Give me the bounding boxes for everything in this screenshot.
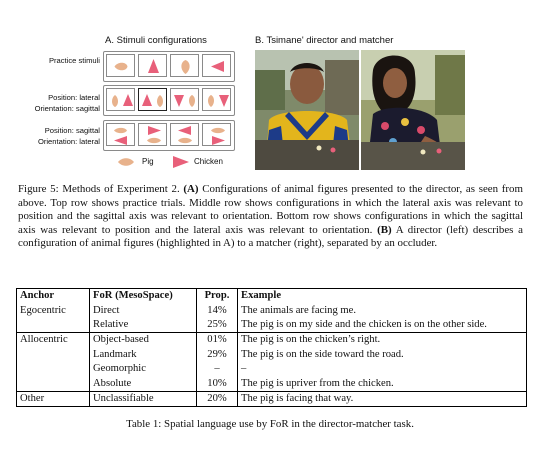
- row-label-lateral-orientation: Orientation: lateral: [37, 137, 100, 146]
- stimulus-cell-highlighted: [138, 88, 167, 111]
- pig-legend-label: Pig: [142, 157, 154, 166]
- table-row: [17, 348, 527, 362]
- matcher-photo: [361, 50, 465, 170]
- chicken-shape: [211, 61, 224, 72]
- cell-example: The pig is upriver from the chicken.: [241, 377, 394, 389]
- row-label-sagittal-position: Position: sagittal: [44, 126, 100, 135]
- cell-prop: 25%: [197, 318, 238, 333]
- panel-b-title: B. Tsimane' director and matcher: [255, 35, 394, 46]
- row-label-lateral-position: Position: lateral: [48, 93, 100, 102]
- spatial-language-table: [16, 288, 527, 407]
- pig-shape: [147, 138, 161, 143]
- cell-anchor: [17, 362, 90, 376]
- column-header-anchor: Anchor: [17, 289, 90, 304]
- chicken-legend-label: Chicken: [194, 157, 223, 166]
- cell-example: The animals are facing me.: [241, 304, 357, 316]
- stimulus-cell: [138, 123, 167, 146]
- figurine: [421, 150, 426, 155]
- cell-prop: 29%: [197, 348, 238, 362]
- stimulus-cell: [170, 54, 199, 77]
- column-header-for: FoR (MesoSpace): [90, 289, 197, 304]
- table-row: [17, 318, 527, 333]
- cell-for: Absolute: [90, 376, 197, 391]
- table-row: [17, 376, 527, 391]
- cell-anchor: Allocentric: [17, 333, 90, 348]
- stimulus-cell: [106, 54, 135, 77]
- chicken-legend-icon: [171, 155, 191, 169]
- cell-example: The pig is on the chicken’s right.: [238, 333, 527, 348]
- pig-shape: [208, 95, 214, 107]
- chicken-shape: [123, 94, 133, 106]
- pig-shape: [178, 138, 192, 143]
- table-header-row: [17, 289, 527, 304]
- pig-shape: [114, 128, 127, 133]
- figure-label: Figure 5:: [18, 183, 59, 195]
- chicken-shape: [114, 136, 127, 145]
- cell-anchor: [17, 348, 90, 362]
- pig-shape: [157, 95, 163, 107]
- cell-for: Geomorphic: [90, 362, 197, 376]
- chicken-shape: [212, 136, 225, 145]
- pig-shape: [181, 60, 189, 74]
- chicken-shape: [174, 95, 184, 107]
- stimulus-cell: [202, 54, 231, 77]
- row-label-sagittal-orientation: Orientation: sagittal: [34, 104, 100, 113]
- stimulus-cell: [202, 123, 231, 146]
- chicken-shape: [148, 59, 159, 73]
- stimulus-cell: [106, 123, 135, 146]
- table-row: [17, 391, 527, 406]
- cell-anchor: Egocentric: [17, 303, 90, 317]
- chicken-shape: [148, 126, 161, 135]
- stimulus-cell: [106, 88, 135, 111]
- figurine: [317, 146, 322, 151]
- cell-for: Direct: [90, 303, 197, 317]
- stimulus-cell: [170, 88, 199, 111]
- pig-shape: [211, 128, 225, 133]
- pig-legend-icon: [116, 155, 136, 169]
- figure-intro: Methods of Experiment 2.: [62, 183, 180, 195]
- caption-a-label: (A): [183, 183, 199, 195]
- caption-a-text: Configurations of animal figures presented to the director, as seen from above. Top row shows practice trials. Middle row shows configurations in which the lateral axis was relevant to position and the sagittal axis was relevant to orientation. Bottom row shows configurations in which the sagittal axis was relevant to position and the lateral axis was relevant to orientation.: [18, 183, 523, 236]
- table-row: [17, 303, 527, 317]
- figurine: [331, 148, 336, 153]
- cell-anchor: Other: [17, 391, 90, 406]
- figurine: [437, 149, 442, 154]
- pig-shape: [189, 95, 195, 107]
- chicken-shape: [178, 126, 191, 135]
- chicken-shape: [142, 94, 152, 106]
- stimulus-cell: [170, 123, 199, 146]
- caption-b-text: A director (left) describes a configuration of animal figures (highlighted in A) to a matcher (right), separated by an occluder.: [18, 223, 524, 250]
- cell-prop: 14%: [197, 303, 238, 317]
- table-caption: Table 1: Spatial language use by FoR in the director-matcher task.: [126, 418, 414, 430]
- row-label-practice: Practice stimuli: [48, 56, 100, 65]
- cell-for: Landmark: [90, 348, 197, 362]
- cell-prop: 10%: [197, 376, 238, 391]
- column-header-example: Example: [238, 289, 527, 304]
- chicken-shape: [219, 95, 229, 107]
- pig-shape: [115, 63, 128, 71]
- table-row: [17, 362, 527, 376]
- cell-prop: –: [197, 362, 238, 376]
- cell-for: Object-based: [90, 333, 197, 348]
- cell-prop: 01%: [197, 333, 238, 348]
- cell-anchor: [17, 318, 90, 333]
- panel-a-title: A. Stimuli configurations: [105, 35, 207, 46]
- cell-example: –: [241, 363, 247, 375]
- caption-b-label: (B): [377, 223, 392, 236]
- stimulus-cell: [202, 88, 231, 111]
- director-photo: [255, 50, 359, 170]
- stimulus-cell: [138, 54, 167, 77]
- cell-for: Relative: [90, 318, 197, 333]
- director-matcher-photo: [255, 50, 465, 170]
- pig-shape: [112, 95, 118, 107]
- cell-example: The pig is facing that way.: [238, 391, 527, 406]
- cell-example: The pig is on my side and the chicken is on the other side.: [241, 318, 487, 330]
- figure-caption: [18, 183, 523, 251]
- cell-for: Unclassifiable: [90, 391, 197, 406]
- table-row: [17, 333, 527, 348]
- cell-example: The pig is on the side toward the road.: [241, 348, 404, 360]
- cell-anchor: [17, 376, 90, 391]
- column-header-prop: Prop.: [197, 289, 238, 304]
- cell-prop: 20%: [197, 391, 238, 406]
